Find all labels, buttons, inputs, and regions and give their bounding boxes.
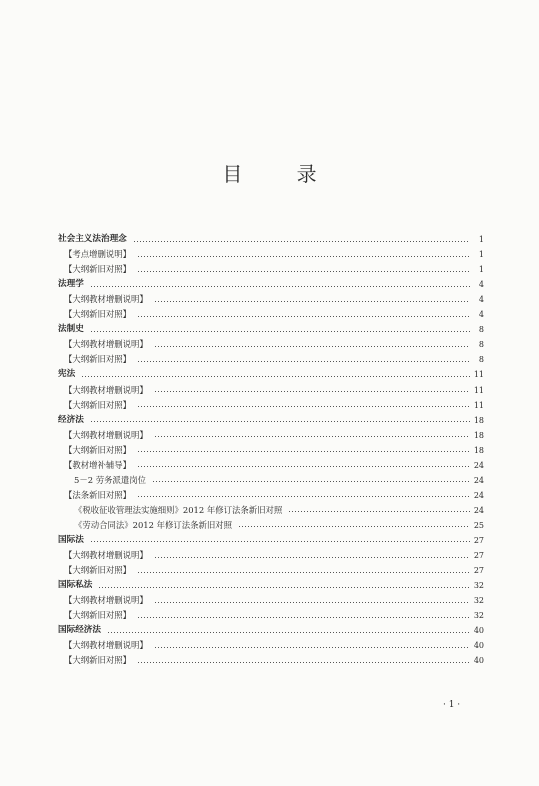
toc-section-row[interactable]	[58, 428, 484, 443]
toc-entry-page: 24	[473, 460, 484, 470]
dot-leader	[154, 390, 470, 394]
toc-section-row[interactable]	[58, 337, 484, 352]
toc-entry-page: 11	[473, 370, 484, 380]
toc-entry-page: 4	[478, 280, 484, 290]
toc-entry-page: 18	[473, 415, 484, 425]
toc-entry-page: 40	[473, 656, 484, 666]
toc-section-row[interactable]	[58, 262, 484, 277]
toc-entry-page: 25	[473, 520, 484, 530]
toc-entry-label: 【大纲教材增删说明】	[64, 294, 148, 305]
dot-leader	[137, 314, 470, 318]
toc-chapter-row[interactable]	[58, 533, 484, 548]
toc-chapter-row[interactable]	[58, 277, 484, 292]
toc-entry-label: 【考点增删说明】	[64, 249, 131, 260]
dot-leader	[90, 284, 470, 288]
dot-leader	[81, 374, 470, 378]
toc-entry-page: 24	[473, 475, 484, 485]
toc-entry-label: 【法条新旧对照】	[64, 489, 131, 500]
toc-chapter-row[interactable]	[58, 413, 484, 428]
toc-section-row[interactable]	[58, 458, 484, 473]
toc-section-row[interactable]	[58, 653, 484, 668]
toc-entry-page: 32	[473, 611, 484, 621]
toc-entry-page: 8	[478, 355, 484, 365]
toc-entry-page: 27	[473, 551, 484, 561]
toc-entry-label: 【大纲教材增删说明】	[64, 595, 148, 606]
dot-leader	[90, 540, 470, 544]
toc-entry-page: 32	[473, 581, 484, 591]
toc-entry-page: 24	[473, 490, 484, 500]
dot-leader	[152, 480, 470, 484]
toc-section-row[interactable]	[58, 292, 484, 307]
toc-entry-label: 社会主义法治理念	[58, 234, 127, 245]
dot-leader	[137, 254, 470, 258]
toc-entry-label: 【教材增补辅导】	[64, 459, 131, 470]
table-of-contents	[58, 232, 484, 668]
toc-entry-page: 8	[478, 325, 484, 335]
dot-leader	[98, 585, 470, 589]
dot-leader	[154, 600, 470, 604]
toc-section-row[interactable]	[58, 352, 484, 367]
toc-section-row[interactable]	[58, 247, 484, 262]
toc-section-row[interactable]	[58, 518, 484, 533]
dot-leader	[137, 465, 470, 469]
toc-entry-page: 1	[478, 250, 484, 260]
toc-entry-page: 40	[473, 641, 484, 651]
toc-chapter-row[interactable]	[58, 232, 484, 247]
toc-entry-page: 1	[478, 235, 484, 245]
toc-entry-label: 【大纲新旧对照】	[64, 309, 131, 320]
toc-section-row[interactable]	[58, 488, 484, 503]
toc-entry-label: 国际私法	[58, 580, 93, 591]
dot-leader	[137, 495, 470, 499]
dot-leader	[137, 405, 470, 409]
toc-chapter-row[interactable]	[58, 322, 484, 337]
toc-entry-label: 《劳动合同法》2012 年修订法条新旧对照	[74, 519, 232, 530]
toc-chapter-row[interactable]	[58, 367, 484, 382]
toc-entry-page: 11	[473, 400, 484, 410]
toc-entry-label: 【大纲新旧对照】	[64, 399, 131, 410]
dot-leader	[90, 420, 470, 424]
toc-section-row[interactable]	[58, 563, 484, 578]
page-title: 目 录	[222, 162, 341, 186]
toc-section-row[interactable]	[58, 593, 484, 608]
toc-entry-page: 1	[478, 265, 484, 275]
dot-leader	[133, 239, 470, 243]
toc-entry-label: 【大纲新旧对照】	[64, 264, 131, 275]
dot-leader	[107, 630, 470, 634]
toc-section-row[interactable]	[58, 503, 484, 518]
page-number: · 1 ·	[443, 700, 461, 710]
toc-chapter-row[interactable]	[58, 623, 484, 638]
toc-section-row[interactable]	[58, 307, 484, 322]
dot-leader	[154, 645, 470, 649]
toc-entry-label: 【大纲教材增删说明】	[64, 384, 148, 395]
toc-entry-label: 【大纲新旧对照】	[64, 565, 131, 576]
toc-section-row[interactable]	[58, 638, 484, 653]
toc-entry-page: 4	[478, 295, 484, 305]
dot-leader	[137, 450, 470, 454]
toc-entry-page: 8	[478, 340, 484, 350]
toc-section-row[interactable]	[58, 443, 484, 458]
toc-section-row[interactable]	[58, 398, 484, 413]
toc-entry-label: 经济法	[58, 414, 84, 425]
toc-section-row[interactable]	[58, 473, 484, 488]
toc-entry-page: 18	[473, 445, 484, 455]
toc-entry-page: 27	[473, 566, 484, 576]
toc-entry-label: 国际法	[58, 534, 84, 545]
toc-chapter-row[interactable]	[58, 578, 484, 593]
toc-section-row[interactable]	[58, 548, 484, 563]
toc-entry-page: 40	[473, 626, 484, 636]
toc-entry-page: 27	[473, 535, 484, 545]
toc-entry-label: 《税收征收管理法实施细则》2012 年修订法条新旧对照	[74, 504, 283, 515]
toc-section-row[interactable]	[58, 608, 484, 623]
toc-entry-label: 【大纲教材增删说明】	[64, 640, 148, 651]
toc-entry-label: 【大纲新旧对照】	[64, 610, 131, 621]
toc-entry-label: 【大纲新旧对照】	[64, 655, 131, 666]
toc-entry-page: 24	[473, 505, 484, 515]
toc-entry-label: 【大纲教材增删说明】	[64, 550, 148, 561]
dot-leader	[154, 435, 470, 439]
toc-entry-label: 宪法	[58, 369, 76, 380]
dot-leader	[137, 359, 470, 363]
toc-entry-label: 【大纲教材增删说明】	[64, 429, 148, 440]
toc-entry-page: 18	[473, 430, 484, 440]
toc-entry-label: 法理学	[58, 279, 84, 290]
dot-leader	[288, 510, 470, 514]
toc-entry-label: 法制史	[58, 324, 84, 335]
toc-entry-label: 国际经济法	[58, 625, 101, 636]
toc-section-row[interactable]	[58, 382, 484, 397]
toc-entry-label: 【大纲教材增删说明】	[64, 339, 148, 350]
dot-leader	[137, 570, 470, 574]
toc-entry-label: 5－2 劳务派遣岗位	[74, 474, 146, 485]
toc-entry-label: 【大纲新旧对照】	[64, 354, 131, 365]
toc-entry-page: 32	[473, 596, 484, 606]
dot-leader	[137, 269, 470, 273]
dot-leader	[137, 660, 470, 664]
toc-entry-label: 【大纲新旧对照】	[64, 444, 131, 455]
dot-leader	[154, 344, 470, 348]
toc-entry-page: 4	[478, 310, 484, 320]
dot-leader	[238, 525, 470, 529]
dot-leader	[90, 329, 470, 333]
dot-leader	[154, 555, 470, 559]
dot-leader	[137, 615, 470, 619]
dot-leader	[154, 299, 470, 303]
toc-entry-page: 11	[473, 385, 484, 395]
